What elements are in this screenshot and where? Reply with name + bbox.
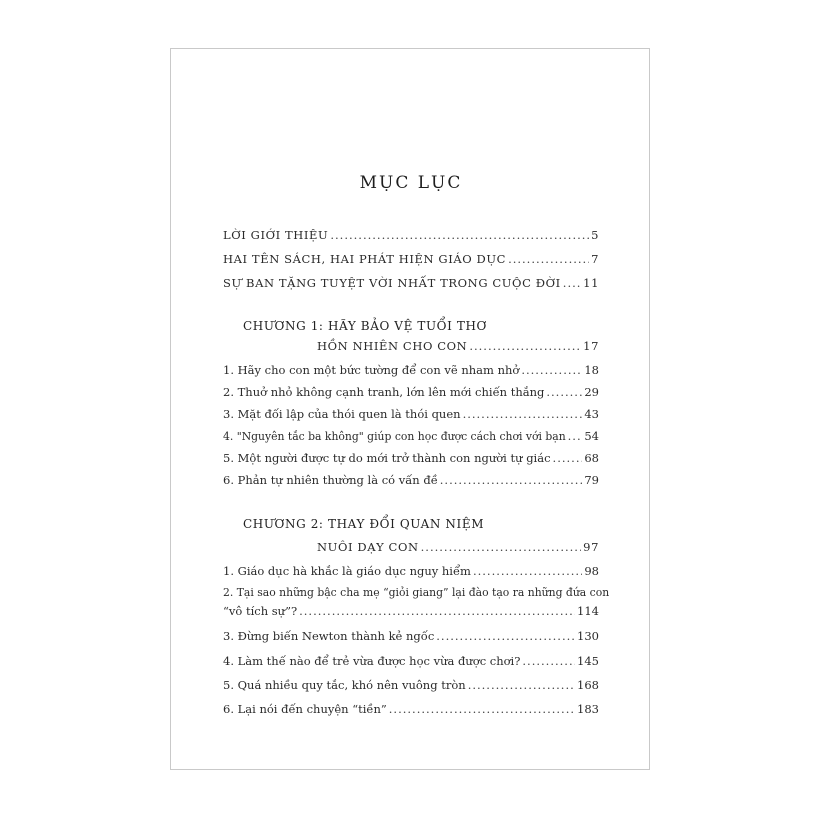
toc-entry-label: 5. Quá nhiều quy tắc, khó nên vuông tròn [223,678,466,692]
toc-entry-page: 5 [591,228,599,242]
dot-leader [389,701,575,717]
toc-entry-label: 4. Làm thế nào để trẻ vừa được học vừa được chơi? [223,654,521,668]
toc-entry-page: 18 [584,363,599,377]
toc-entry-page: 11 [583,276,599,290]
toc-entry-label: 1. Giáo dục hà khắc là giáo dục nguy hiểm [223,564,471,578]
toc-entry [223,603,599,619]
toc-entry-page: 168 [577,678,599,692]
dot-leader [521,362,582,378]
toc-entry-label: 1. Hãy cho con một bức tường để con vẽ nham nhở [223,363,520,377]
toc-entry [223,227,599,243]
toc-entry [223,563,599,579]
toc-entry-label: HAI TÊN SÁCH, HAI PHÁT HIỆN GIÁO DỤC [223,252,507,266]
dot-leader [463,406,583,422]
dot-leader [299,603,575,619]
toc-entry-page: 54 [584,429,599,443]
toc-entry [223,428,599,445]
toc-entry-continued: 2. Tại sao những bậc cha mẹ “giỏi giang” lại đào tạo ra những đứa con [223,586,610,599]
toc-entry [223,628,599,644]
toc-entry [223,677,599,693]
toc-entry [223,275,599,291]
dot-leader [330,227,589,243]
toc-entry [223,472,599,488]
dot-leader [421,539,582,555]
toc-entry-page: 145 [577,654,599,668]
toc-entry-label: HỒN NHIÊN CHO CON [317,339,468,353]
dot-leader [469,338,581,354]
toc-entry-page: 79 [584,473,599,487]
toc-entry [223,450,599,466]
toc-entry-page: 183 [577,702,599,716]
dot-leader [553,450,583,466]
toc-entry-page: 68 [584,451,599,465]
toc-entry-label: “vô tích sự”? [223,604,298,618]
book-page [170,48,650,770]
dot-leader [440,472,583,488]
chapter-2-heading: CHƯƠNG 2: THAY ĐỔI QUAN NIỆM [243,517,485,531]
toc-entry [223,406,599,422]
toc-entry-label: 6. Lại nói đến chuyện “tiền” [223,702,387,716]
toc-entry-page: 130 [577,629,599,643]
toc-entry-label: SỰ BAN TẶNG TUYỆT VỜI NHẤT TRONG CUỘC ĐỜI [223,276,561,290]
dot-leader [568,428,583,444]
dot-leader [436,628,575,644]
dot-leader [563,275,581,291]
dot-leader [546,384,582,400]
toc-entry-label: NUÔI DẠY CON [317,540,419,554]
toc-entry-label: 3. Mặt đối lập của thói quen là thói quen [223,407,461,421]
toc-entry-page: 7 [591,252,599,266]
toc-entry-page: 29 [584,385,599,399]
toc-entry-page: 17 [583,339,599,353]
dot-leader [473,563,582,579]
toc-entry-page: 43 [584,407,599,421]
chapter-2-heading-line2 [317,539,599,555]
toc-entry [223,653,599,669]
toc-entry [223,384,599,400]
toc-entry-page: 97 [583,540,599,554]
dot-leader [522,653,575,669]
toc-entry-label: 6. Phản tự nhiên thường là có vấn đề [223,473,438,487]
toc-entry-label: 3. Đừng biến Newton thành kẻ ngốc [223,629,435,643]
toc-entry-page: 114 [577,604,599,618]
toc-entry [223,362,599,378]
toc-entry [223,251,599,267]
toc-entry-label: 4. "Nguyên tắc ba không" giúp con học được cách chơi với bạn [223,430,566,443]
dot-leader [508,251,589,267]
page-title: MỤC LỤC [359,173,463,193]
toc-entry-label: 2. Thuở nhỏ không cạnh tranh, lớn lên mới chiến thắng [223,385,545,399]
dot-leader [468,677,575,693]
chapter-1-heading: CHƯƠNG 1: HÃY BẢO VỆ TUỔI THƠ [243,319,487,333]
toc-entry-label: 5. Một người được tự do mới trở thành con người tự giác [223,451,551,465]
toc-entry-label: LỜI GIỚI THIỆU [223,228,329,242]
chapter-1-heading-line2 [317,338,599,354]
toc-entry-page: 98 [584,564,599,578]
toc-entry [223,701,599,717]
